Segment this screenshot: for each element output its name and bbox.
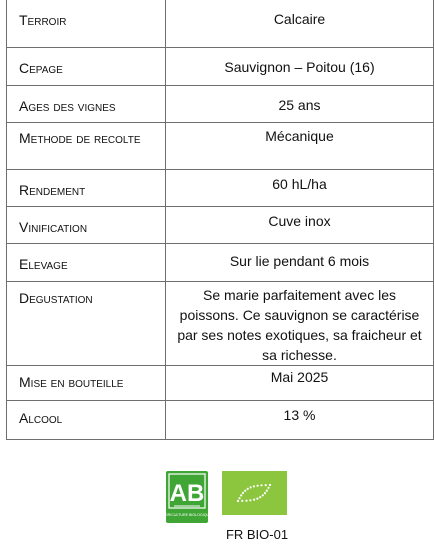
spec-label: Methode de recolte [7, 122, 166, 169]
spec-value: 60 hL/ha [166, 169, 434, 206]
spec-value: Sauvignon – Poitou (16) [166, 47, 434, 85]
eu-star [266, 490, 268, 492]
spec-label: Mise en bouteille [7, 365, 166, 400]
spec-row-rendement [7, 169, 434, 206]
certification-code-text: FR BIO-01 [225, 527, 289, 542]
eu-star [241, 500, 243, 502]
eu-star [265, 484, 267, 486]
spec-row-terroir [7, 0, 434, 47]
eu-star [264, 492, 266, 494]
certification-logos [0, 471, 434, 523]
eu-star [262, 494, 264, 496]
eu-star [244, 490, 246, 492]
eu-star [260, 484, 262, 486]
spec-label: Ages des vignes [7, 85, 166, 122]
spec-value: 25 ans [166, 85, 434, 122]
eu-star [267, 487, 269, 489]
eu-star [237, 500, 239, 502]
eu-star [240, 494, 242, 496]
eu-star [245, 500, 247, 502]
spec-value: Se marie parfaitement avec les poissons. Ce sauvignon se caractérise par ses notes exotiques, sa fraicheur et sa richesse. [166, 281, 434, 365]
spec-label: Terroir [7, 0, 166, 47]
ab-organic-logo [162, 471, 212, 523]
svg-text:AB: AB [169, 480, 205, 507]
eu-star [256, 498, 258, 500]
spec-value: Cuve inox [166, 206, 434, 243]
spec-row-vinification [7, 206, 434, 243]
eu-star [257, 485, 259, 487]
eu-star [238, 497, 240, 499]
spec-row-elevage [7, 243, 434, 281]
eu-star [259, 496, 261, 498]
eu-star [249, 499, 251, 501]
certification-code [0, 527, 434, 542]
eu-star [247, 488, 249, 490]
spec-label: Degustation [7, 281, 166, 365]
spec-label: Rendement [7, 169, 166, 206]
spec-value: Calcaire [166, 0, 434, 47]
spec-row-mise [7, 365, 434, 400]
spec-row-cepage [7, 47, 434, 85]
spec-row-degustation [7, 281, 434, 365]
spec-value: 13 % [166, 400, 434, 439]
spec-value: Sur lie pendant 6 mois [166, 243, 434, 281]
eu-star [269, 484, 271, 486]
spec-row-ages [7, 85, 434, 122]
spec-value: Mécanique [166, 122, 434, 169]
spec-row-recolte [7, 122, 434, 169]
eu-organic-leaf-logo [222, 471, 287, 515]
spec-label: Elevage [7, 243, 166, 281]
svg-text:AGRICULTURE BIOLOGIQUE: AGRICULTURE BIOLOGIQUE [162, 513, 212, 517]
spec-value: Mai 2025 [166, 365, 434, 400]
wine-spec-table [6, 0, 434, 440]
spec-row-alcool [7, 400, 434, 439]
eu-star [253, 499, 255, 501]
eu-star [250, 486, 252, 488]
eu-star [253, 485, 255, 487]
spec-label: Cepage [7, 47, 166, 85]
spec-label: Vinification [7, 206, 166, 243]
eu-star [242, 492, 244, 494]
spec-label: Alcool [7, 400, 166, 439]
